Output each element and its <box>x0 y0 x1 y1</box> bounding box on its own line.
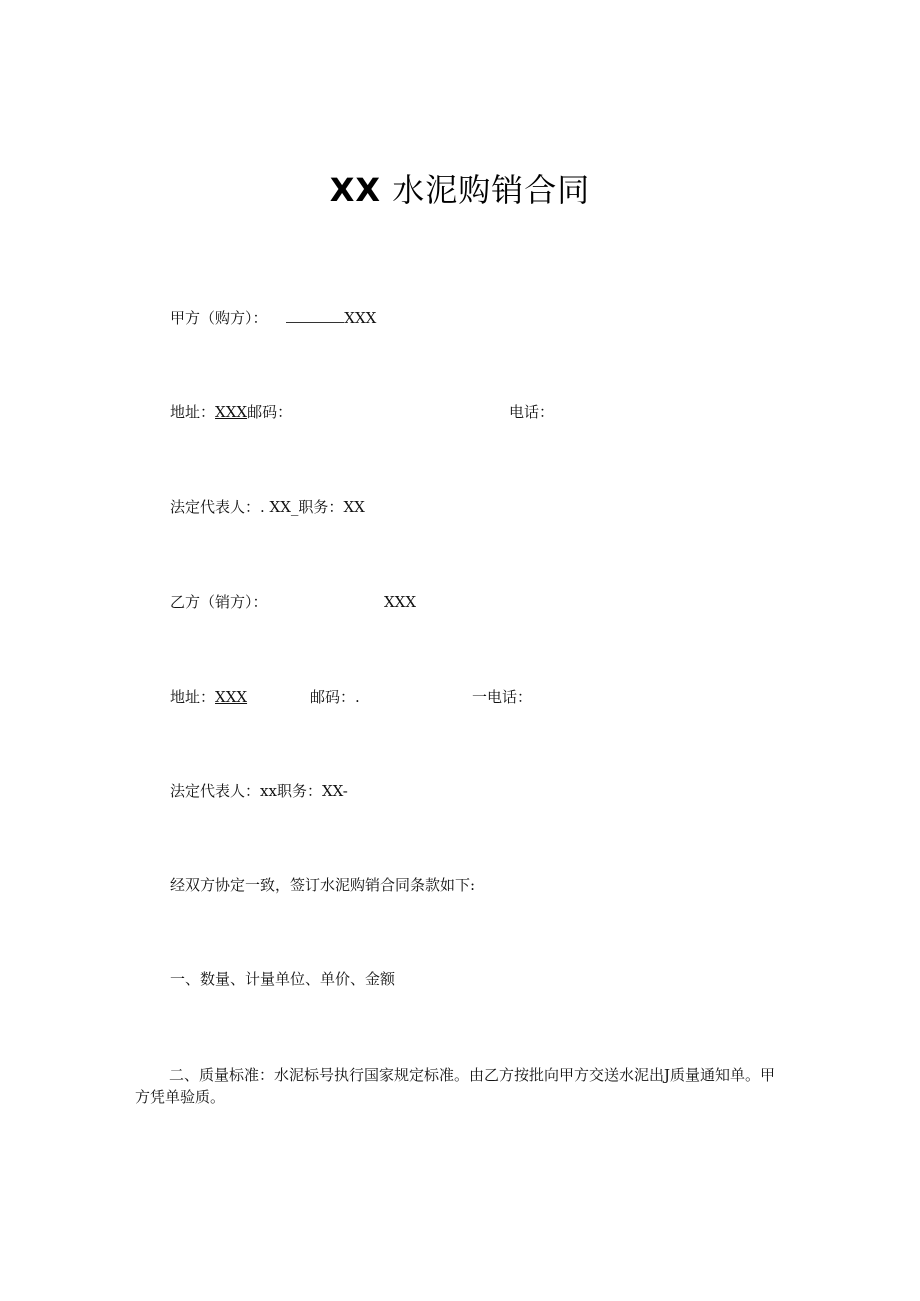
party-b-rep-label: 法定代表人： <box>170 782 261 800</box>
title-main: 水泥购销合同 <box>392 171 591 209</box>
party-b-position-value: XX- <box>321 782 348 800</box>
clause-2-paragraph: 二、质量标准：水泥标号执行国家规定标准。由乙方按批向甲方交送水泥出J质量通知单。甲方凭单验质。 <box>135 1066 776 1106</box>
intro-paragraph: 经双方协定一致，签订水泥购销合同条款如下: <box>170 876 476 894</box>
party-b-postcode <box>310 686 360 708</box>
party-a-rep-line <box>170 496 365 518</box>
party-b-rep-value: xx <box>260 782 277 800</box>
party-b-postcode-label: 邮码：. <box>310 688 360 706</box>
party-b-phone-label: 一电话： <box>472 688 533 706</box>
party-a-rep-value: . XX_ <box>260 498 299 516</box>
party-b-address-value: XXX <box>215 688 248 706</box>
party-a-phone-label: 电话： <box>509 403 555 421</box>
party-b-phone <box>472 686 532 708</box>
party-a-address-value: XXX <box>215 403 248 421</box>
party-a-rep-label: 法定代表人： <box>170 498 261 516</box>
party-a-address-label: 地址： <box>170 403 216 421</box>
clause-1-heading: 一、数量、计量单位、单价、金额 <box>170 970 396 988</box>
party-a-line <box>170 307 376 329</box>
party-b-address-label: 地址： <box>170 688 216 706</box>
party-a-blank <box>286 310 344 323</box>
party-b-address-line <box>170 686 247 708</box>
party-a-position-value: XX <box>343 498 365 516</box>
title-prefix: XX <box>329 171 382 209</box>
party-b-rep-line <box>170 780 348 802</box>
party-b-value: XXX <box>384 593 417 611</box>
party-a-position-label: 职务： <box>298 498 344 516</box>
party-b-value-wrap <box>384 591 416 613</box>
party-b-line <box>170 591 268 613</box>
party-a-value: XXX <box>344 309 377 327</box>
document-title <box>0 165 920 211</box>
party-a-postcode-label: 邮码： <box>247 403 293 421</box>
party-b-position-label: 职务： <box>276 782 322 800</box>
party-a-phone <box>509 401 554 423</box>
party-b-label: 乙方（销方）： <box>170 593 268 611</box>
party-a-label: 甲方（购方）： <box>170 309 268 327</box>
party-a-address-line <box>170 401 292 423</box>
